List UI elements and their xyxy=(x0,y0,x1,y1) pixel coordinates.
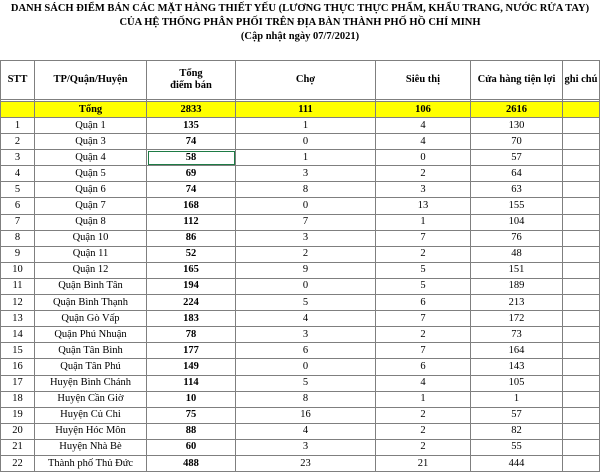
convenience-cell[interactable]: 130 xyxy=(471,118,563,134)
market-cell[interactable]: 4 xyxy=(236,423,376,439)
total-cell[interactable]: 177 xyxy=(147,343,236,359)
total-cell[interactable]: 74 xyxy=(147,182,236,198)
supermarket-cell[interactable]: 3 xyxy=(376,182,471,198)
supermarket-cell[interactable]: 7 xyxy=(376,311,471,327)
supermarket-cell[interactable]: 4 xyxy=(376,118,471,134)
market-cell[interactable]: 0 xyxy=(236,134,376,150)
convenience-cell[interactable]: 164 xyxy=(471,343,563,359)
header-convenience[interactable]: Cửa hàng tiện lợi xyxy=(471,61,563,100)
district-cell[interactable]: Quận Bình Tân xyxy=(35,278,147,294)
table-row xyxy=(1,278,600,294)
total-cell[interactable]: 488 xyxy=(147,455,236,471)
market-cell[interactable]: 4 xyxy=(236,311,376,327)
total-cell[interactable]: 75 xyxy=(147,407,236,423)
supermarket-cell[interactable]: 1 xyxy=(376,391,471,407)
note-cell[interactable] xyxy=(563,182,600,198)
district-cell[interactable]: Thành phố Thủ Đức xyxy=(35,455,147,471)
market-cell[interactable]: 16 xyxy=(236,407,376,423)
district-cell[interactable]: Quận 4 xyxy=(35,150,147,166)
supermarket-cell[interactable]: 7 xyxy=(376,343,471,359)
convenience-cell[interactable]: 155 xyxy=(471,198,563,214)
supermarket-cell[interactable]: 6 xyxy=(376,359,471,375)
header-total[interactable] xyxy=(147,61,236,100)
note-cell[interactable] xyxy=(563,118,600,134)
total-cell[interactable]: 168 xyxy=(147,198,236,214)
header-supermarket[interactable]: Siêu thị xyxy=(376,61,471,100)
header-note[interactable]: ghi chú xyxy=(563,61,600,100)
note-cell[interactable] xyxy=(563,198,600,214)
table-row xyxy=(1,230,600,246)
table-row xyxy=(1,455,600,471)
supermarket-cell[interactable]: 2 xyxy=(376,246,471,262)
supermarket-cell[interactable]: 2 xyxy=(376,439,471,455)
market-cell[interactable]: 9 xyxy=(236,262,376,278)
stt-cell[interactable]: 12 xyxy=(1,295,35,311)
stt-cell[interactable]: 10 xyxy=(1,262,35,278)
total-total-cell[interactable]: 2833 xyxy=(147,102,236,118)
supermarket-cell[interactable]: 5 xyxy=(376,262,471,278)
convenience-cell[interactable]: 70 xyxy=(471,134,563,150)
table-row xyxy=(1,439,600,455)
stt-cell[interactable]: 9 xyxy=(1,246,35,262)
table-row xyxy=(1,295,600,311)
market-cell[interactable]: 8 xyxy=(236,182,376,198)
convenience-cell[interactable]: 73 xyxy=(471,327,563,343)
note-cell[interactable] xyxy=(563,311,600,327)
document-subtitle: CỦA HỆ THỐNG PHÂN PHỐI TRÊN ĐỊA BÀN THÀNH PHỐ HỒ CHÍ MINH xyxy=(119,17,481,28)
total-cell[interactable]: 52 xyxy=(147,246,236,262)
table-row xyxy=(1,407,600,423)
market-cell[interactable]: 0 xyxy=(236,359,376,375)
stt-cell[interactable]: 22 xyxy=(1,455,35,471)
stt-cell[interactable]: 3 xyxy=(1,150,35,166)
stt-cell[interactable]: 14 xyxy=(1,327,35,343)
supermarket-cell[interactable]: 7 xyxy=(376,230,471,246)
total-cell[interactable]: 10 xyxy=(147,391,236,407)
supermarket-cell[interactable]: 0 xyxy=(376,150,471,166)
convenience-cell[interactable]: 63 xyxy=(471,182,563,198)
header-total-line1: Tổng xyxy=(179,68,203,79)
note-cell[interactable] xyxy=(563,246,600,262)
header-total-line2: điểm bán xyxy=(170,80,212,91)
table-row xyxy=(1,423,600,439)
market-cell[interactable]: 3 xyxy=(236,327,376,343)
stt-cell[interactable]: 1 xyxy=(1,118,35,134)
total-cell[interactable]: 69 xyxy=(147,166,236,182)
district-cell[interactable]: Huyện Bình Chánh xyxy=(35,375,147,391)
supermarket-cell[interactable]: 2 xyxy=(376,423,471,439)
convenience-cell[interactable]: 1 xyxy=(471,391,563,407)
total-market-cell[interactable]: 111 xyxy=(236,102,376,118)
district-cell[interactable]: Huyện Nhà Bè xyxy=(35,439,147,455)
note-cell[interactable] xyxy=(563,407,600,423)
note-cell[interactable] xyxy=(563,455,600,471)
table-row xyxy=(1,311,600,327)
stt-cell[interactable]: 19 xyxy=(1,407,35,423)
market-cell[interactable]: 3 xyxy=(236,166,376,182)
convenience-cell[interactable]: 213 xyxy=(471,295,563,311)
district-cell[interactable]: Quận 8 xyxy=(35,214,147,230)
note-cell[interactable] xyxy=(563,262,600,278)
stt-cell[interactable]: 20 xyxy=(1,423,35,439)
update-date: (Cập nhật ngày 07/7/2021) xyxy=(240,31,360,42)
table-row xyxy=(1,214,600,230)
header-row xyxy=(1,61,600,100)
district-cell[interactable]: Quận 6 xyxy=(35,182,147,198)
table-row xyxy=(1,262,600,278)
total-cell[interactable]: 88 xyxy=(147,423,236,439)
header-stt[interactable]: STT xyxy=(1,61,35,100)
district-cell[interactable]: Quận 10 xyxy=(35,230,147,246)
supermarket-cell[interactable]: 4 xyxy=(376,375,471,391)
district-cell[interactable]: Quận 5 xyxy=(35,166,147,182)
convenience-cell[interactable]: 444 xyxy=(471,455,563,471)
stt-cell[interactable]: 5 xyxy=(1,182,35,198)
stt-cell[interactable]: 7 xyxy=(1,214,35,230)
district-cell[interactable]: Quận Tân Bình xyxy=(35,343,147,359)
table-row xyxy=(1,134,600,150)
table-row xyxy=(1,375,600,391)
total-row xyxy=(1,102,600,118)
stt-cell[interactable]: 18 xyxy=(1,391,35,407)
total-cell[interactable]: 60 xyxy=(147,439,236,455)
table-row xyxy=(1,166,600,182)
stt-cell[interactable]: 16 xyxy=(1,359,35,375)
total-cell[interactable]: 86 xyxy=(147,230,236,246)
supermarket-cell[interactable]: 2 xyxy=(376,166,471,182)
stt-cell[interactable]: 21 xyxy=(1,439,35,455)
district-cell[interactable]: Quận Bình Thạnh xyxy=(35,295,147,311)
convenience-cell[interactable]: 76 xyxy=(471,230,563,246)
market-cell[interactable]: 3 xyxy=(236,439,376,455)
market-cell[interactable]: 0 xyxy=(236,198,376,214)
market-cell[interactable]: 23 xyxy=(236,455,376,471)
total-cell[interactable]: 135 xyxy=(147,118,236,134)
total-cell[interactable]: 183 xyxy=(147,311,236,327)
convenience-cell[interactable]: 48 xyxy=(471,246,563,262)
header-market[interactable]: Chợ xyxy=(236,61,376,100)
total-cell[interactable]: 149 xyxy=(147,359,236,375)
note-cell[interactable] xyxy=(563,214,600,230)
convenience-cell[interactable]: 57 xyxy=(471,407,563,423)
district-cell[interactable]: Quận 12 xyxy=(35,262,147,278)
table-row xyxy=(1,359,600,375)
document-header xyxy=(0,0,600,44)
stt-cell[interactable]: 15 xyxy=(1,343,35,359)
note-cell[interactable] xyxy=(563,134,600,150)
note-cell[interactable] xyxy=(563,278,600,294)
market-cell[interactable]: 0 xyxy=(236,278,376,294)
district-cell[interactable]: Quận Gò Vấp xyxy=(35,311,147,327)
district-cell[interactable]: Quận Tân Phú xyxy=(35,359,147,375)
market-cell[interactable]: 2 xyxy=(236,246,376,262)
table-row xyxy=(1,198,600,214)
note-cell[interactable] xyxy=(563,150,600,166)
supermarket-cell[interactable]: 5 xyxy=(376,278,471,294)
convenience-cell[interactable]: 189 xyxy=(471,278,563,294)
total-cell[interactable]: 165 xyxy=(147,262,236,278)
convenience-cell[interactable]: 57 xyxy=(471,150,563,166)
table-row xyxy=(1,118,600,134)
convenience-cell[interactable]: 151 xyxy=(471,262,563,278)
market-cell[interactable]: 3 xyxy=(236,230,376,246)
total-cell[interactable]: 58 xyxy=(147,150,236,166)
total-cell[interactable]: 112 xyxy=(147,214,236,230)
total-cell[interactable]: 224 xyxy=(147,295,236,311)
district-cell[interactable]: Quận 3 xyxy=(35,134,147,150)
note-cell[interactable] xyxy=(563,423,600,439)
market-cell[interactable]: 6 xyxy=(236,343,376,359)
supermarket-cell[interactable]: 2 xyxy=(376,327,471,343)
convenience-cell[interactable]: 143 xyxy=(471,359,563,375)
total-note-cell[interactable] xyxy=(563,102,600,118)
note-cell[interactable] xyxy=(563,391,600,407)
district-cell[interactable]: Huyện Củ Chi xyxy=(35,407,147,423)
convenience-cell[interactable]: 172 xyxy=(471,311,563,327)
total-cell[interactable]: 194 xyxy=(147,278,236,294)
note-cell[interactable] xyxy=(563,166,600,182)
district-cell[interactable]: Quận 7 xyxy=(35,198,147,214)
table-row xyxy=(1,327,600,343)
market-cell[interactable]: 5 xyxy=(236,375,376,391)
district-cell[interactable]: Huyện Hóc Môn xyxy=(35,423,147,439)
sales-points-table xyxy=(0,60,600,472)
district-cell[interactable]: Huyện Cần Giờ xyxy=(35,391,147,407)
note-cell[interactable] xyxy=(563,359,600,375)
market-cell[interactable]: 1 xyxy=(236,150,376,166)
market-cell[interactable]: 7 xyxy=(236,214,376,230)
table-row xyxy=(1,391,600,407)
stt-cell[interactable]: 8 xyxy=(1,230,35,246)
table-row xyxy=(1,182,600,198)
total-cell[interactable]: 74 xyxy=(147,134,236,150)
table-row xyxy=(1,246,600,262)
document-title: DANH SÁCH ĐIỂM BÁN CÁC MẶT HÀNG THIẾT YẾU (LƯƠNG THỰC THỰC PHẨM, KHẨU TRANG, NƯỚC RỬA TAY) xyxy=(10,3,590,14)
total-stt-cell[interactable] xyxy=(1,102,35,118)
table-row xyxy=(1,343,600,359)
supermarket-cell[interactable]: 2 xyxy=(376,407,471,423)
district-cell[interactable]: Quận Phú Nhuận xyxy=(35,327,147,343)
market-cell[interactable]: 8 xyxy=(236,391,376,407)
note-cell[interactable] xyxy=(563,343,600,359)
market-cell[interactable]: 1 xyxy=(236,118,376,134)
total-label-cell[interactable]: Tổng xyxy=(35,102,147,118)
convenience-cell[interactable]: 55 xyxy=(471,439,563,455)
total-cell[interactable]: 78 xyxy=(147,327,236,343)
total-convenience-cell[interactable]: 2616 xyxy=(471,102,563,118)
supermarket-cell[interactable]: 21 xyxy=(376,455,471,471)
stt-cell[interactable]: 6 xyxy=(1,198,35,214)
supermarket-cell[interactable]: 13 xyxy=(376,198,471,214)
stt-cell[interactable]: 2 xyxy=(1,134,35,150)
table-row xyxy=(1,150,600,166)
convenience-cell[interactable]: 105 xyxy=(471,375,563,391)
note-cell[interactable] xyxy=(563,375,600,391)
note-cell[interactable] xyxy=(563,327,600,343)
total-cell[interactable]: 114 xyxy=(147,375,236,391)
note-cell[interactable] xyxy=(563,295,600,311)
convenience-cell[interactable]: 104 xyxy=(471,214,563,230)
note-cell[interactable] xyxy=(563,230,600,246)
supermarket-cell[interactable]: 4 xyxy=(376,134,471,150)
supermarket-cell[interactable]: 6 xyxy=(376,295,471,311)
convenience-cell[interactable]: 82 xyxy=(471,423,563,439)
market-cell[interactable]: 5 xyxy=(236,295,376,311)
total-supermarket-cell[interactable]: 106 xyxy=(376,102,471,118)
convenience-cell[interactable]: 64 xyxy=(471,166,563,182)
stt-cell[interactable]: 17 xyxy=(1,375,35,391)
stt-cell[interactable]: 13 xyxy=(1,311,35,327)
stt-cell[interactable]: 4 xyxy=(1,166,35,182)
district-cell[interactable]: Quận 1 xyxy=(35,118,147,134)
stt-cell[interactable]: 11 xyxy=(1,278,35,294)
supermarket-cell[interactable]: 1 xyxy=(376,214,471,230)
header-district[interactable]: TP/Quận/Huyện xyxy=(35,61,147,100)
note-cell[interactable] xyxy=(563,439,600,455)
district-cell[interactable]: Quận 11 xyxy=(35,246,147,262)
